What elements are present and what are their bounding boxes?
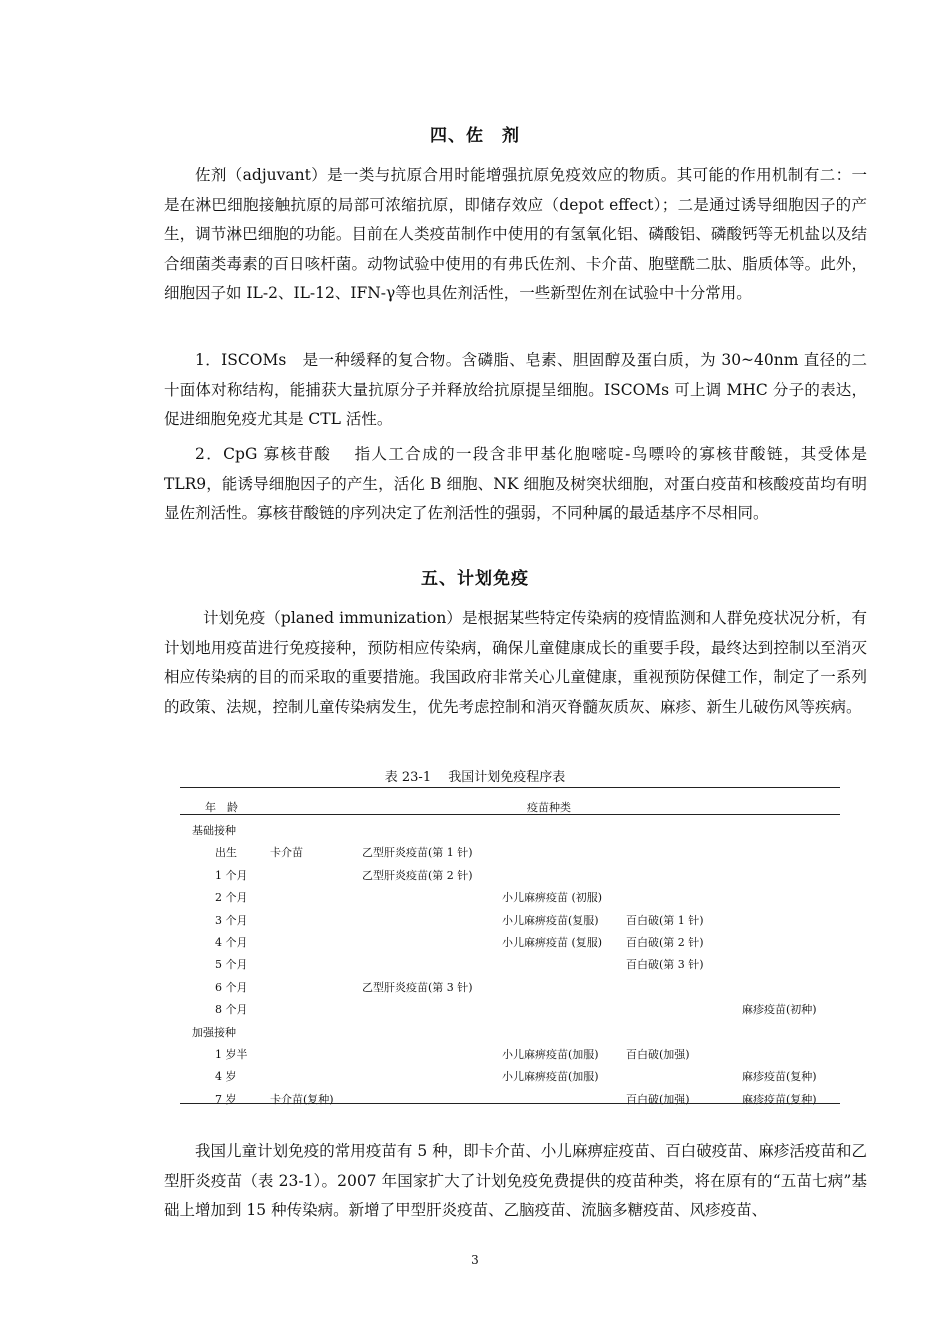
iscoms-text: 是一种缓释的复合物。含磷脂、皂素、胆固醇及蛋白质，为 30~40nm 直径的二十面体对称结构，能捕获大量抗原分子并释放给抗原提呈细胞。ISCOMs 可上调 MHC 分子的表达，促进细胞免疫尤其是 CTL 活性。 bbox=[164, 351, 867, 428]
vaccine-summary-paragraph: 我国儿童计划免疫的常用疫苗有 5 种，即卡介苗、小儿麻痹症疫苗、百白破疫苗、麻疹活疫苗和乙型肝炎疫苗（表 23-1）。2007 年国家扩大了计划免疫免费提供的疫苗种类，将在原有的“五苗七病”基础上增加到 15 种传染病。新增了甲型肝炎疫苗、乙脑疫苗、流脑多糖疫苗、风疹疫苗、 bbox=[164, 1142, 867, 1219]
iscoms-label: 1．ISCOMs bbox=[195, 351, 287, 369]
table-vaccine-cell: 小儿麻痹疫苗(复服) bbox=[502, 914, 599, 927]
table-header-vaccine: 疫苗种类 bbox=[527, 801, 571, 814]
table-vaccine-cell: 卡介苗 bbox=[270, 846, 303, 859]
table-vaccine-cell: 小儿麻痹疫苗(加服) bbox=[502, 1048, 599, 1061]
adjuvant-intro-paragraph: 佐剂（adjuvant）是一类与抗原合用时能增强抗原免疫效应的物质。其可能的作用机制有二：一是在淋巴细胞接触抗原的局部可浓缩抗原，即储存效应（depot effect）；二是通过诱导细胞因子的产生，调节淋巴细胞的功能。目前在人类疫苗制作中使用的有氢氧化铝、磷酸铝、磷酸钙等无机盐以及结合细菌类毒素的百日咳杆菌。动物试验中使用的有弗氏佐剂、卡介苗、胞壁酰二肽、脂质体等。此外，细胞因子如 IL-2、IL-12、IFN-γ等也具佐剂活性，一些新型佐剂在试验中十分常用。 bbox=[164, 166, 867, 302]
table-vaccine-cell: 百白破(第 3 针) bbox=[626, 958, 704, 971]
table-age-cell: 8 个月 bbox=[215, 1003, 248, 1016]
table-age-cell: 4 个月 bbox=[215, 936, 248, 949]
table-group-label: 加强接种 bbox=[192, 1026, 236, 1039]
table-vaccine-cell: 百白破(加强) bbox=[626, 1093, 690, 1106]
table-top-rule bbox=[180, 787, 840, 788]
table-age-cell: 6 个月 bbox=[215, 981, 248, 994]
table-header-rule bbox=[180, 814, 840, 815]
table-age-cell: 1 岁半 bbox=[215, 1048, 248, 1061]
table-age-cell: 5 个月 bbox=[215, 958, 248, 971]
table-age-cell: 4 岁 bbox=[215, 1070, 237, 1083]
table-age-cell: 7 岁 bbox=[215, 1093, 237, 1106]
page-number: 3 bbox=[471, 1253, 479, 1267]
cpg-label: 2．CpG 寡核苷酸 bbox=[195, 445, 332, 463]
table-vaccine-cell: 乙型肝炎疫苗(第 2 针) bbox=[362, 869, 473, 882]
table-age-cell: 2 个月 bbox=[215, 891, 248, 904]
table-vaccine-cell: 麻疹疫苗(初种) bbox=[742, 1003, 817, 1016]
table-vaccine-cell: 小儿麻痹疫苗 (复服) bbox=[502, 936, 603, 949]
cpg-paragraph bbox=[164, 440, 867, 529]
immunization-intro-paragraph: 计划免疫（planed immunization）是根据某些特定传染病的疫情监测和人群免疫状况分析，有计划地用疫苗进行免疫接种，预防相应传染病，确保儿童健康成长的重要手段，最终达到控制以至消灭相应传染病的目的而采取的重要措施。我国政府非常关心儿童健康，重视预防保健工作，制定了一系列的政策、法规，控制儿童传染病发生，优先考虑控制和消灭脊髓灰质灰、麻疹、新生儿破伤风等疾病。 bbox=[164, 609, 867, 716]
table-vaccine-cell: 百白破(第 2 针) bbox=[626, 936, 704, 949]
iscoms-paragraph bbox=[164, 346, 867, 435]
table-age-cell: 1 个月 bbox=[215, 869, 248, 882]
table-vaccine-cell: 小儿麻痹疫苗(加服) bbox=[502, 1070, 599, 1083]
cpg-text: 指人工合成的一段含非甲基化胞嘧啶-鸟嘌呤的寡核苷酸链，其受体是 TLR9，能诱导细胞因子的产生，活化 B 细胞、NK 细胞及树突状细胞，对蛋白疫苗和核酸疫苗均有明显佐剂活性。寡核苷酸链的序列决定了佐剂活性的强弱，不同种属的最适基序不尽相同。 bbox=[164, 445, 868, 522]
table-vaccine-cell: 卡介苗(复种) bbox=[270, 1093, 334, 1106]
table-vaccine-cell: 百白破(加强) bbox=[626, 1048, 690, 1061]
table-bottom-rule bbox=[180, 1103, 840, 1104]
section-heading-adjuvant: 四、佐 剂 bbox=[430, 126, 520, 146]
section-heading-immunization: 五、计划免疫 bbox=[421, 569, 529, 589]
table-vaccine-cell: 麻疹疫苗(复种) bbox=[742, 1093, 817, 1106]
table-header-age: 年 龄 bbox=[205, 801, 238, 814]
table-vaccine-cell: 乙型肝炎疫苗(第 1 针) bbox=[362, 846, 473, 859]
table-vaccine-cell: 百白破(第 1 针) bbox=[626, 914, 704, 927]
table-age-cell: 出生 bbox=[215, 846, 237, 859]
table-vaccine-cell: 小儿麻痹疫苗 (初服) bbox=[502, 891, 603, 904]
table-caption: 表 23-1 我国计划免疫程序表 bbox=[384, 770, 566, 785]
table-group-label: 基础接种 bbox=[192, 824, 236, 837]
table-age-cell: 3 个月 bbox=[215, 914, 248, 927]
table-vaccine-cell: 麻疹疫苗(复种) bbox=[742, 1070, 817, 1083]
table-vaccine-cell: 乙型肝炎疫苗(第 3 针) bbox=[362, 981, 473, 994]
